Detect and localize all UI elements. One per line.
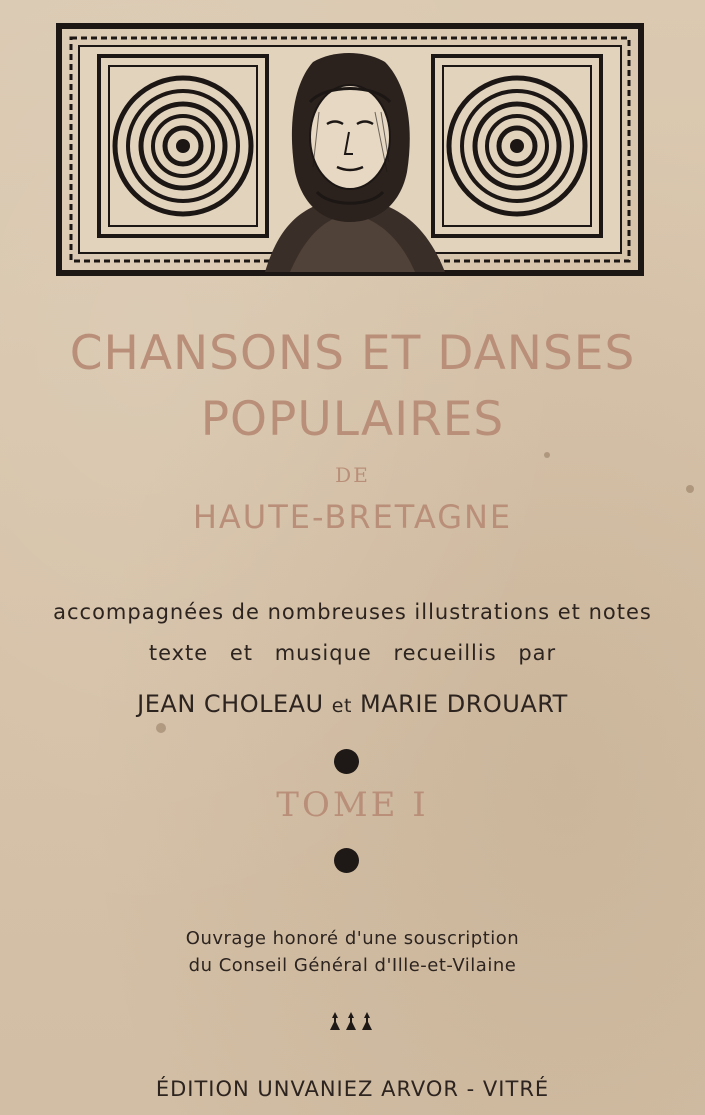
subtitle-line-1: accompagnées de nombreuses illustrations et notes — [53, 600, 652, 624]
honor-line-2: du Conseil Général d'Ille-et-Vilaine — [188, 955, 517, 976]
tome-label: TOME I — [276, 785, 429, 825]
author-1: JEAN CHOLEAU — [137, 690, 324, 718]
paper-speck — [156, 723, 166, 733]
author-conjunction: et — [331, 695, 352, 717]
authors — [0, 690, 705, 718]
portrait-engraving-icon — [55, 22, 645, 277]
title-line-3: HAUTE-BRETAGNE — [192, 498, 513, 536]
author-2: MARIE DROUART — [360, 690, 568, 718]
title-de: DE — [335, 463, 370, 487]
bullet-dot-icon — [334, 749, 359, 774]
subtitle-line-2: texte et musique recueillis par — [148, 641, 557, 665]
paper-speck — [544, 452, 550, 458]
honor-line-1: Ouvrage honoré d'une souscription — [185, 928, 520, 949]
publisher: ÉDITION UNVANIEZ ARVOR - VITRÉ — [155, 1077, 550, 1101]
title-line-1: CHANSONS ET DANSES — [69, 326, 636, 381]
paper-speck — [686, 485, 694, 493]
bullet-dot-icon — [334, 848, 359, 873]
ermine-ornament-icon — [327, 1010, 375, 1032]
title-line-2: POPULAIRES — [200, 392, 505, 447]
